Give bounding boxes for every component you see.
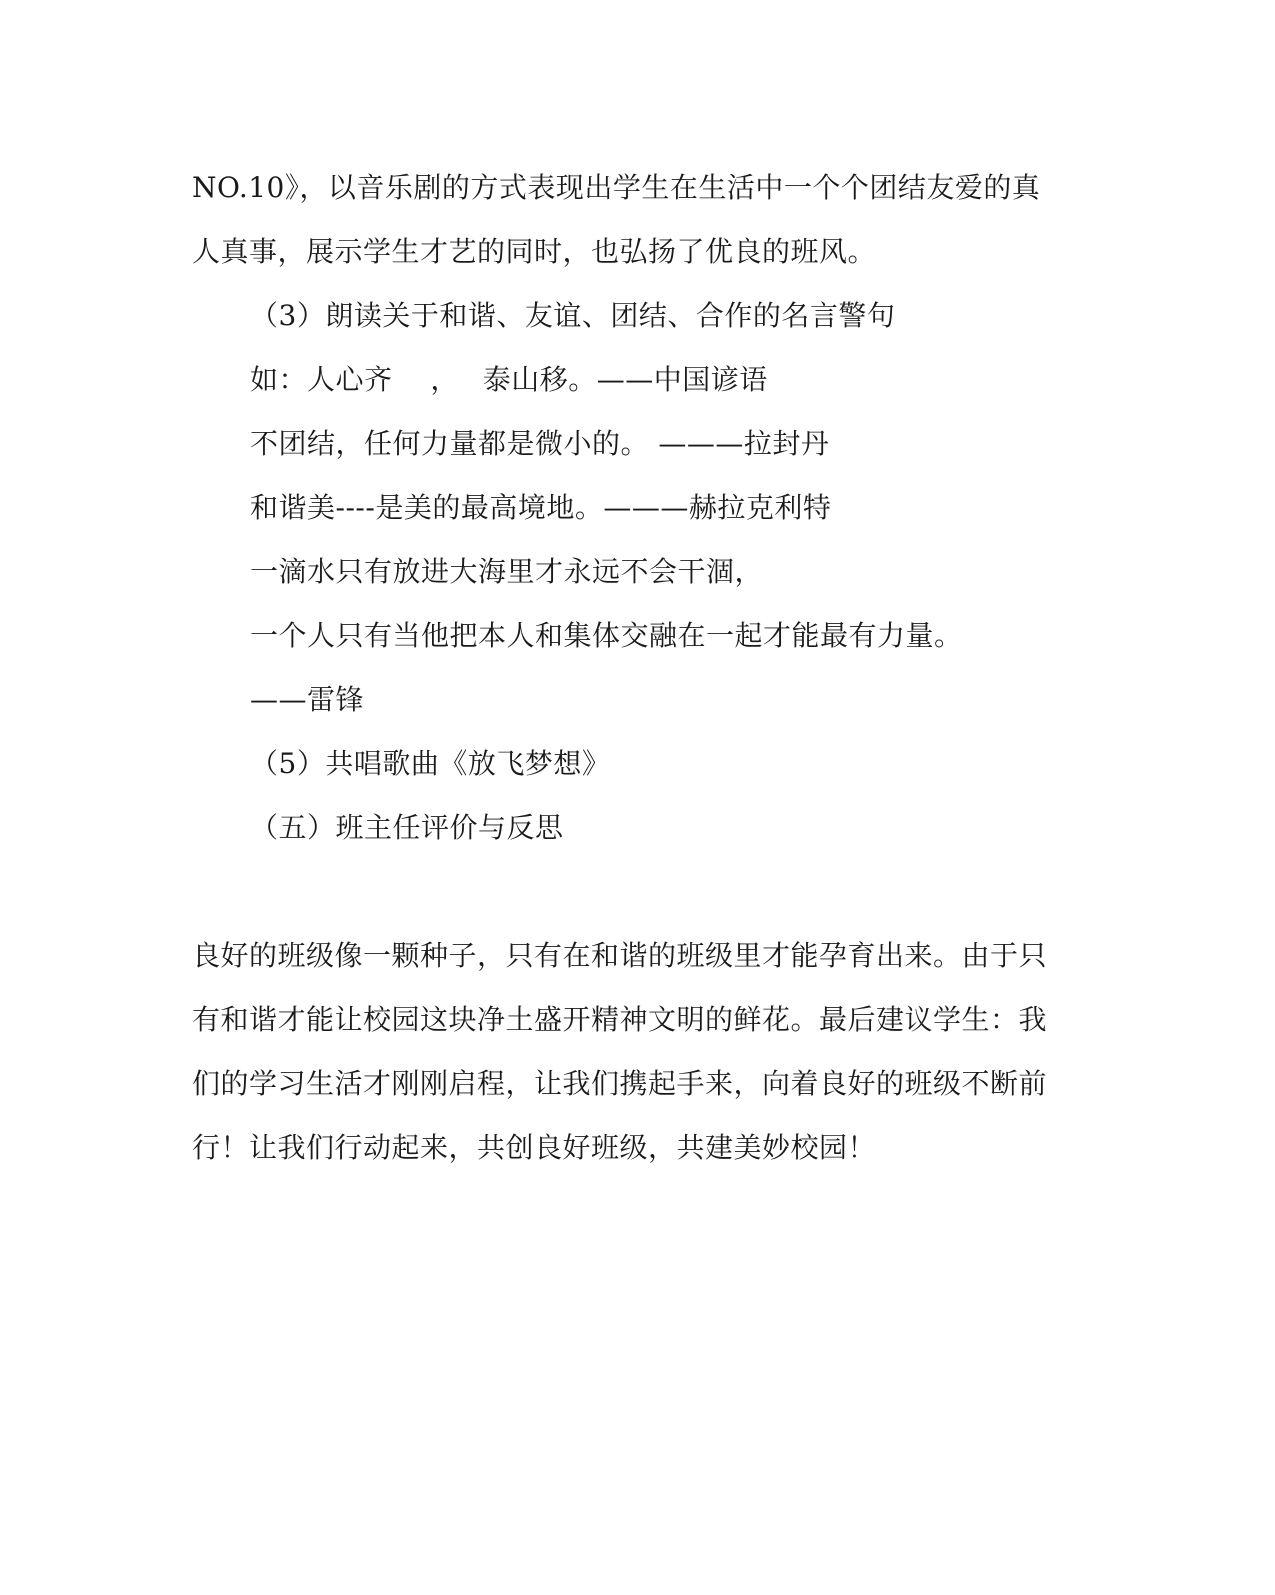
paragraph-line-1: NO.10》，以音乐剧的方式表现出学生在生活中一个个团结友爱的真 xyxy=(192,171,1041,204)
quote-line-5: 一个人只有当他把本人和集体交融在一起才能最有力量。 xyxy=(250,619,963,652)
quote-line-3: 和谐美----是美的最高境地。———赫拉克利特 xyxy=(250,491,832,524)
section-heading-5: （5）共唱歌曲《放飞梦想》 xyxy=(250,747,611,780)
paragraph-line-6: 行！让我们行动起来，共创良好班级，共建美妙校园！ xyxy=(192,1131,877,1164)
quote-attribution: ——雷锋 xyxy=(250,683,365,716)
section-heading-3: （3）朗读关于和谐、友谊、团结、合作的名言警句 xyxy=(250,299,896,332)
section-heading-five: （五）班主任评价与反思 xyxy=(250,811,564,844)
quote-line-2: 不团结，任何力量都是微小的。 ———拉封丹 xyxy=(250,427,830,460)
paragraph-line-4: 有和谐才能让校园这块净土盛开精神文明的鲜花。最后建议学生：我 xyxy=(192,1003,1048,1036)
quote-line-4: 一滴水只有放进大海里才永远不会干涸， xyxy=(250,555,764,588)
paragraph-line-3: 良好的班级像一颗种子，只有在和谐的班级里才能孕育出来。由于只 xyxy=(192,939,1048,972)
quote-line-1: 如：人心齐 ， 泰山移。——中国谚语 xyxy=(250,363,768,396)
paragraph-line-2: 人真事，展示学生才艺的同时，也弘扬了优良的班风。 xyxy=(192,235,877,268)
paragraph-line-5: 们的学习生活才刚刚启程，让我们携起手来，向着良好的班级不断前 xyxy=(192,1067,1048,1100)
